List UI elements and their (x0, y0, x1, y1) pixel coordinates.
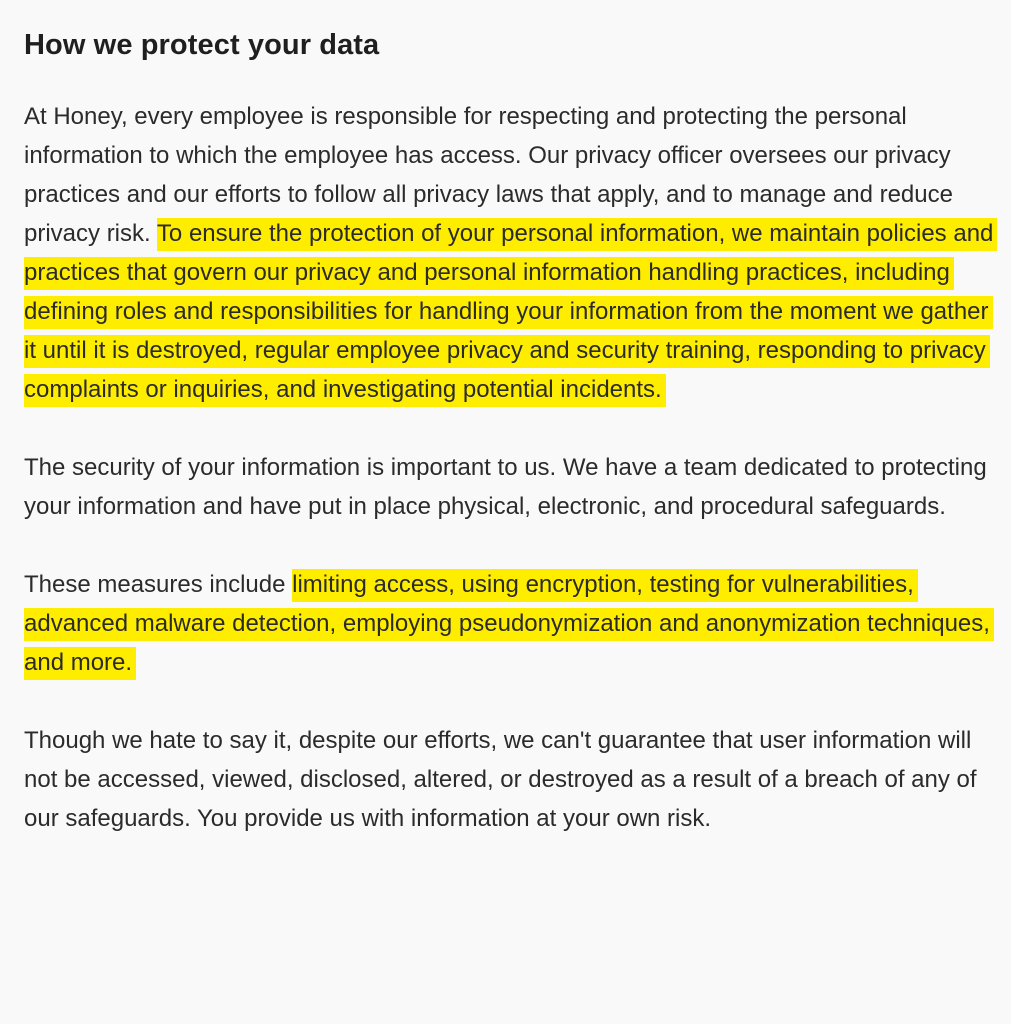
paragraph-text: At Honey, every employee is responsible for respecting and protecting the personal information to which the employee has access. Our privacy officer oversees our privacy practices and our efforts to follow all privacy laws that apply, and to manage and reduce privacy risk. (24, 102, 953, 247)
paragraph-text: These measures include (24, 570, 293, 598)
highlighted-text: To ensure the protection of your personal information, we maintain policies and practices that govern our privacy and personal information handling practices, including defining roles and responsibilities for handling your information from the moment we gather it until it is destroyed, regular employee privacy and security training, responding to privacy complaints or inquiries, and investigating potential incidents. (24, 218, 997, 407)
paragraph-text: Though we hate to say it, despite our efforts, we can't guarantee that user information will not be accessed, viewed, disclosed, altered, or destroyed as a result of a breach of any of our safeguards. You provide us with information at your own risk. (24, 726, 977, 832)
section-title: How we protect your data (24, 29, 380, 61)
paragraph-employee-responsibility (24, 97, 997, 409)
paragraph-disclaimer (24, 721, 997, 838)
paragraph-text: The security of your information is important to us. We have a team dedicated to protecting your information and have put in place physical, electronic, and procedural safeguards. (24, 453, 987, 520)
highlighted-text: limiting access, using encryption, testing for vulnerabilities, advanced malware detection, employing pseudonymization and anonymization techniques, and more. (24, 569, 994, 680)
paragraph-security-measures (24, 565, 997, 682)
paragraph-security-team (24, 448, 997, 526)
